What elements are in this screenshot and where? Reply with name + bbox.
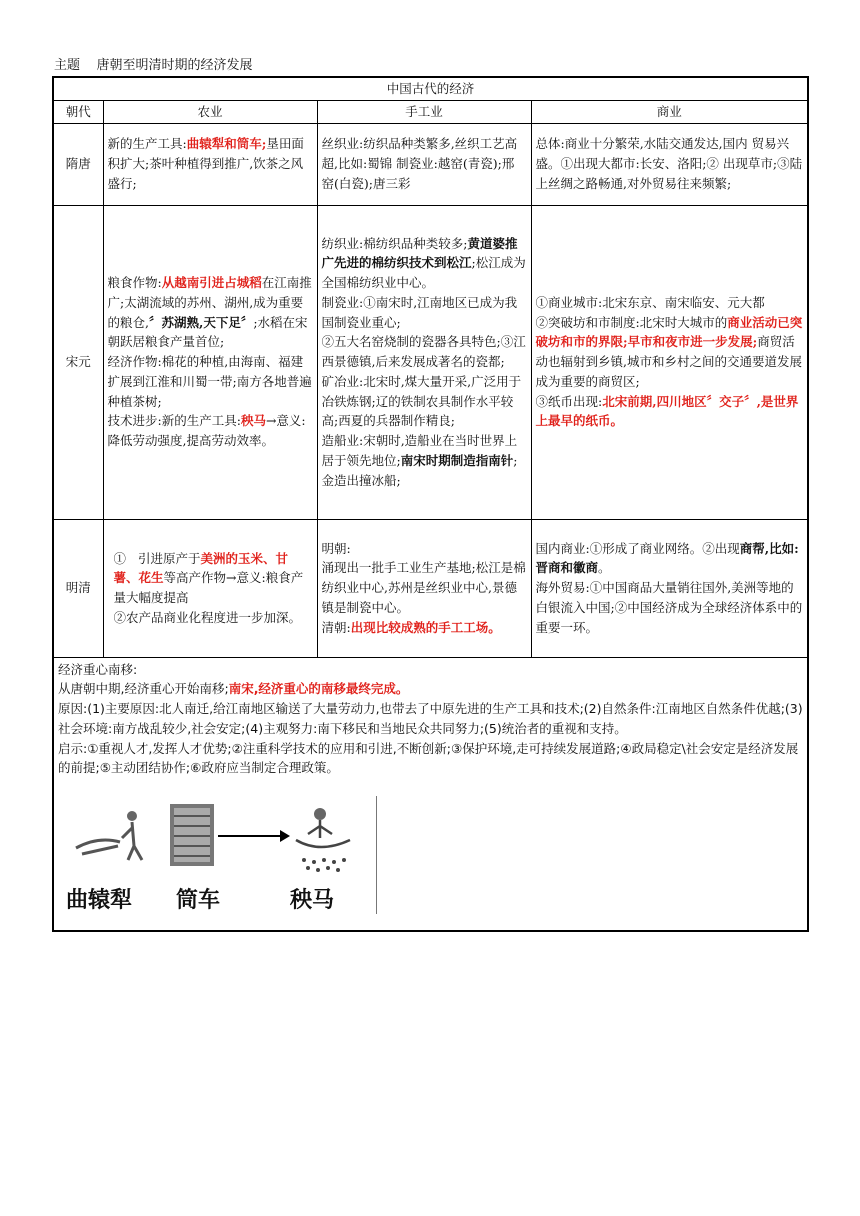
tools-figure <box>58 796 377 914</box>
highlight: 商业活动已突破坊和市的界限;早市和夜市进一步发展; <box>535 314 803 350</box>
header-handicraft: 手工业 <box>317 100 531 123</box>
economy-table <box>52 76 809 932</box>
text: ③纸币出现: <box>535 393 603 409</box>
text: 技术进步:新的生产工具: <box>107 413 241 429</box>
sui-tang-commerce: 总体:商业十分繁荣,水陆交通发达,国内 贸易兴盛。①出现大都市:长安、洛阳;② 出现草市;③陆上丝绸之路畅通,对外贸易往来频繁; <box>531 123 808 205</box>
highlight: 秧马 <box>240 413 266 429</box>
text: 清朝: <box>321 619 351 635</box>
dynasty-ming-qing: 明清 <box>53 519 103 657</box>
seedling-horse-drawing <box>296 808 350 847</box>
text: 国内商业:①形成了商业网络。②出现 <box>535 540 740 556</box>
highlight: 美洲的玉米、甘薯、花生 <box>113 550 288 586</box>
text: 垦田面积扩大;茶叶种植得到推广,饮茶之风盛行; <box>107 136 304 191</box>
text: ;金造出撞冰船; <box>321 452 518 488</box>
text: 明朝: <box>321 540 351 556</box>
label-water-wheel: 筒车 <box>176 888 221 913</box>
highlight: 北宋前期,四川地区〞交子〞,是世界上最早的纸币。 <box>535 393 799 429</box>
text: 矿冶业:北宋时,煤大量开采,广泛用于冶铁炼钢;辽的铁制农具制作水平较高;西夏的兵器制作精良; <box>321 373 522 429</box>
dynasty-song-yuan: 宋元 <box>53 205 103 519</box>
seedlings-dots <box>302 858 346 872</box>
song-yuan-handicraft <box>317 205 531 519</box>
summary-line <box>58 679 803 699</box>
text: 纺织业:棉纺织品种类较多; <box>321 235 468 251</box>
highlight: 出现比较成熟的手工工场。 <box>350 619 501 635</box>
list-number: ① <box>113 550 127 566</box>
text: 引进原产于 <box>137 550 201 566</box>
summary-title: 经济重心南移: <box>58 661 138 677</box>
highlight: 从越南引进占城稻 <box>161 275 262 291</box>
text: →意义:降低劳动强度,提高劳动效率。 <box>107 413 306 449</box>
dynasty-sui-tang: 隋唐 <box>53 123 103 205</box>
page-heading <box>54 54 253 73</box>
table-caption: 中国古代的经济 <box>53 77 808 100</box>
plough-drawing <box>76 811 142 860</box>
text: ②五大名窑烧制的瓷器各具特色;③江西景德镇,后来发展成著名的瓷都; <box>321 334 526 370</box>
ming-qing-commerce <box>531 519 808 657</box>
water-wheel-drawing <box>170 804 214 866</box>
summary-row <box>53 657 808 931</box>
text: ;水稻在宋朝跃居粮食产量首位; <box>107 314 308 350</box>
text: ②突破坊和市制度:北宋时大城市的 <box>535 314 728 330</box>
sui-tang-agriculture <box>103 123 317 205</box>
text: 造船业:宋朝时,造船业在当时世界上居于领先地位; <box>321 433 518 468</box>
text: 经济作物:棉花的种植,由海南、福建扩展到江淮和川蜀一带;南方各地普遍种植茶树; <box>107 354 312 409</box>
song-yuan-agriculture <box>103 205 317 519</box>
header-dynasty: 朝代 <box>53 100 103 123</box>
row-ming-qing <box>53 519 808 657</box>
highlight: 曲辕犁和筒车; <box>186 136 267 152</box>
text: ①商业城市:北宋东京、南宋临安、元大都 <box>535 294 765 310</box>
header-commerce: 商业 <box>531 100 808 123</box>
bold-text: 〞苏湖熟,天下足〞 <box>148 314 254 330</box>
text: 粮食作物: <box>107 275 162 291</box>
text: 等高产作物→意义:粮食产量大幅度提高 <box>113 570 304 605</box>
text: 涌现出一批手工业生产基地;松江是棉纺织业中心,苏州是丝织业中心,景德镇是制瓷中心。 <box>321 560 526 615</box>
topic-label: 主题 <box>54 58 81 73</box>
text: 海外贸易:①中国商品大量销往国外,美洲等地的白银流入中国;②中国经济成为全球经济体系中的重要一环。 <box>535 580 803 635</box>
text: 。 <box>598 560 611 576</box>
summary-lessons: 启示:①重视人才,发挥人才优势;②注重科学技术的应用和引进,不断创新;③保护环境,走可持续发展道路;④政局稳定\社会安定是经济发展的前提;⑤主动团结协作;⑥政府应当制定合理政策。 <box>58 740 799 776</box>
row-sui-tang <box>53 123 808 205</box>
arrow-drawing <box>218 830 290 842</box>
text: 新的生产工具: <box>107 136 187 152</box>
topic-title: 唐朝至明清时期的经济发展 <box>96 58 253 73</box>
bold-text: 南宋时期制造指南针 <box>400 452 514 468</box>
text: ;松江成为全国棉纺织业中心。 <box>321 255 526 291</box>
ming-qing-handicraft <box>317 519 531 657</box>
bold-text: 商帮,比如:晋商和徽商 <box>535 540 799 576</box>
text: 从唐朝中期,经济重心开始南移; <box>58 681 229 697</box>
bold-text: 黄道婆推广先进的棉纺织技术到松江 <box>321 235 518 271</box>
sui-tang-handicraft: 丝织业:纺织品种类繁多,丝织工艺高超,比如:蜀锦 制瓷业:越窑(青瓷);邢窑(白瓷);唐三彩 <box>317 123 531 205</box>
label-plough: 曲辕犁 <box>66 888 133 913</box>
text: ②农产品商业化程度进一步加深。 <box>113 609 302 625</box>
ming-qing-agriculture <box>103 519 317 657</box>
label-seedling-horse: 秧马 <box>290 888 335 913</box>
summary-reasons: 原因:(1)主要原因:北人南迁,给江南地区输送了大量劳动力,也带去了中原先进的生产工具和技术;(2)自然条件:江南地区自然条件优越;(3)社会环境:南方战乱较少,社会安定;(4)主观努力:南下移民和当地民众共同努力;(5)统治者的重视和支持。 <box>58 701 803 736</box>
header-agriculture: 农业 <box>103 100 317 123</box>
song-yuan-commerce <box>531 205 808 519</box>
row-song-yuan <box>53 205 808 519</box>
text: 制瓷业:①南宋时,江南地区已成为我国制瓷业重心; <box>321 294 518 330</box>
text: 在江南推广;太湖流域的苏州、湖州,成为重要的粮仓, <box>107 275 312 330</box>
text: 商贸活动也辐射到乡镇,城市和乡村之间的交通要道发展成为重要的商贸区; <box>535 334 802 389</box>
highlight: 南宋,经济重心的南移最终完成。 <box>228 681 409 697</box>
summary-cell <box>53 657 808 931</box>
